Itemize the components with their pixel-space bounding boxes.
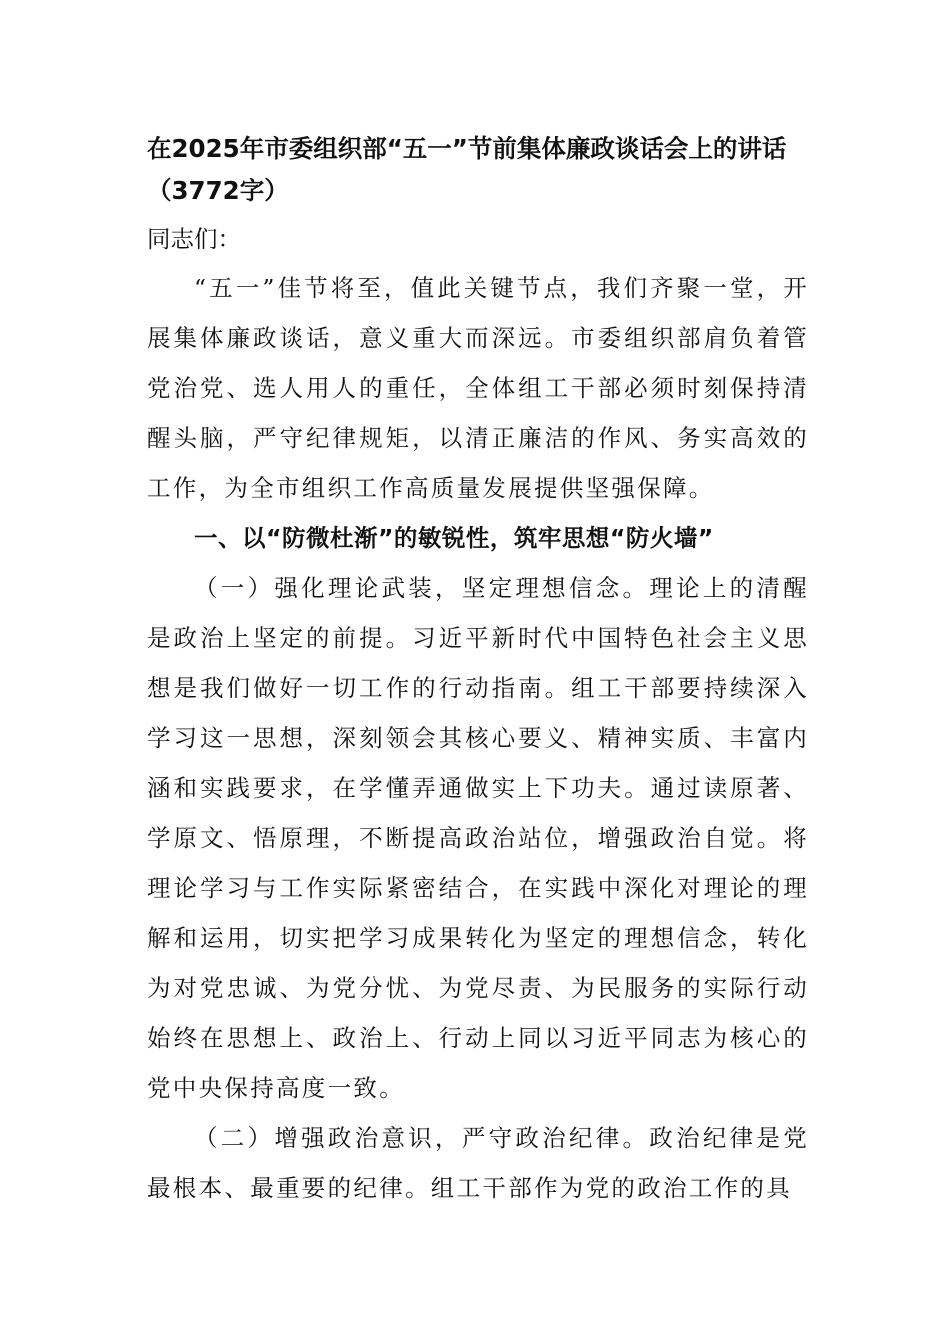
salutation: 同志们： <box>147 225 241 253</box>
paragraph-2: （二）增强政治意识，严守政治纪律。政治纪律是党最根本、最重要的纪律。组工干部作为党的政治工作的具 <box>147 1124 809 1202</box>
paragraph-1: （一）强化理论武装，坚定理想信念。理论上的清醒是政治上坚定的前提。习近平新时代中国特色社会主义思想是我们做好一切工作的行动指南。组工干部要持续深入学习这一思想，深刻领会其核心要义、精神实质、丰富内涵和实践要求，在学懂弄通做实上下功夫。通过读原著、学原文、悟原理，不断提高政治站位，增强政治自觉。将理论学习与工作实际紧密结合，在实践中深化对理论的理解和运用，切实把学习成果转化为坚定的理想信念，转化为对党忠诚、为党分忧、为党尽责、为民服务的实际行动始终在思想上、政治上、行动上同以习近平同志为核心的党中央保持高度一致。 <box>147 574 809 1102</box>
section-heading-1: 一、以“防微杜渐”的敏锐性，筑牢思想“防火墙” <box>194 524 714 552</box>
intro-paragraph: “五一”佳节将至，值此关键节点，我们齐聚一堂，开展集体廉政谈话，意义重大而深远。市委组织部肩负着管党治党、选人用人的重任，全体组工干部必须时刻保持清醒头脑，严守纪律规矩，以清正廉洁的作风、务实高效的工作，为全市组织工作高质量发展提供坚强保障。 <box>147 274 809 502</box>
document-title: 在2025年市委组织部“五一”节前集体廉政谈话会上的讲话（3772字） <box>147 134 787 205</box>
document-page <box>147 128 809 1213</box>
